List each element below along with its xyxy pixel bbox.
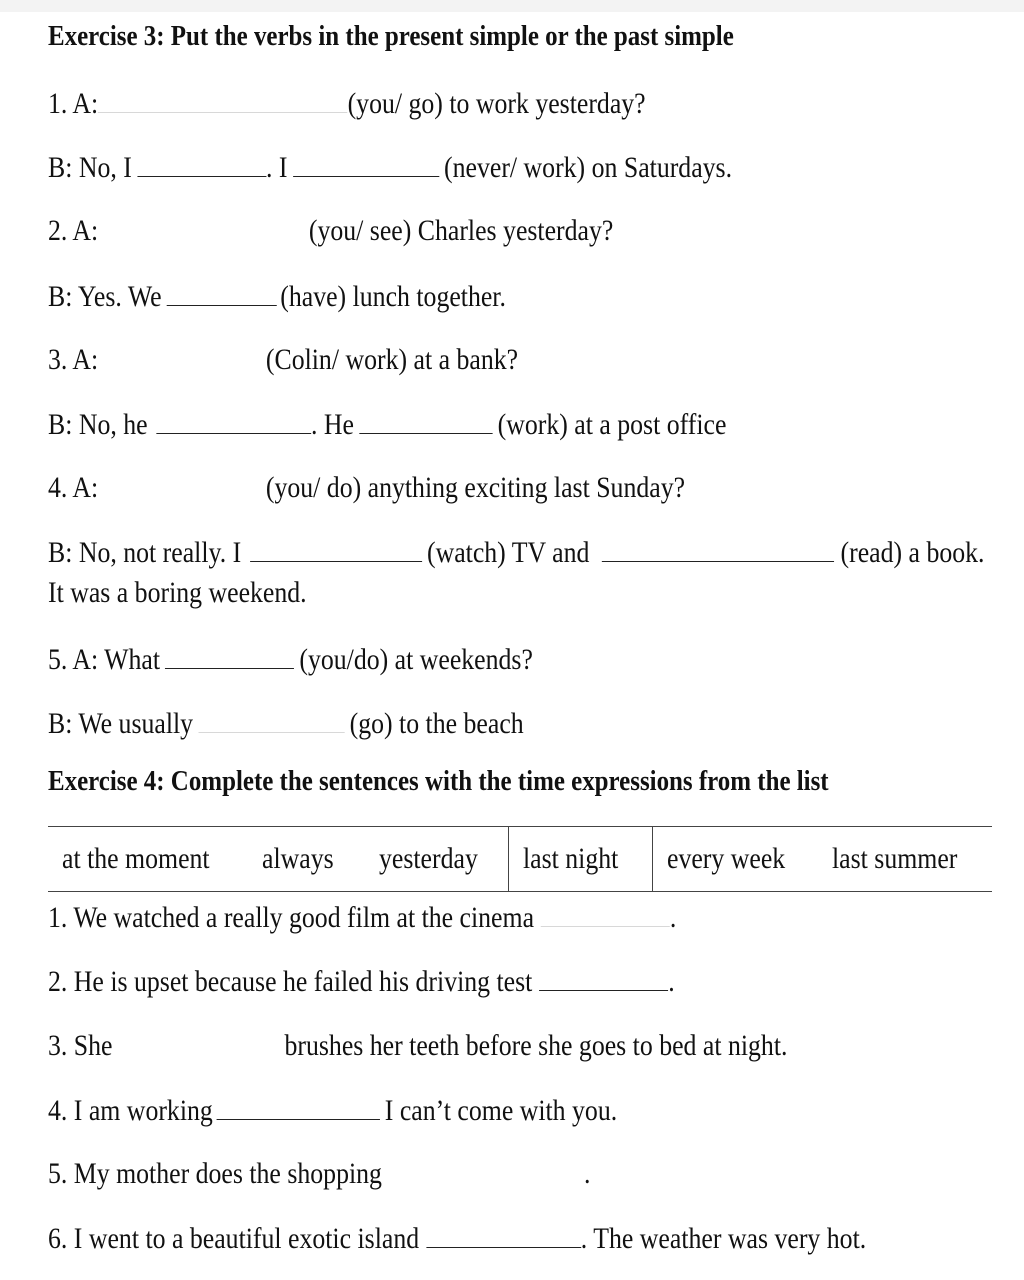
ex4-line-5 <box>48 1157 590 1189</box>
ex3-2b-text: (have) lunch together. <box>280 279 506 313</box>
ex4-5-end: . <box>584 1156 591 1190</box>
word-yesterday: yesterday <box>379 842 478 875</box>
time-expressions-list <box>48 826 992 892</box>
ex3-line-2a <box>48 214 613 246</box>
ex3-line-4b <box>48 535 984 568</box>
ex3-4b-mid: (watch) TV and <box>426 535 590 569</box>
ex3-3b-blank-2[interactable] <box>359 407 492 434</box>
ex3-2b-blank[interactable] <box>167 279 277 306</box>
ex3-4c-text: It was a boring weekend. <box>48 576 307 609</box>
word-last-summer: last summer <box>832 842 958 875</box>
ex3-2a-text: (you/ see) Charles yesterday? <box>308 213 614 247</box>
ex3-1b-blank-1[interactable] <box>137 150 266 177</box>
ex4-line-1 <box>48 900 676 933</box>
ex3-2a-blank[interactable] <box>98 214 309 240</box>
ex4-1-text: 1. We watched a really good film at the cinema <box>48 900 535 934</box>
ex4-3-blank[interactable] <box>113 1029 285 1055</box>
ex4-6-blank[interactable] <box>426 1221 581 1248</box>
ex3-2a-label: 2. A: <box>48 213 99 247</box>
ex3-4b-blank-1[interactable] <box>250 535 422 562</box>
word-last-night: last night <box>508 827 652 892</box>
ex3-3b-label: B: No, he <box>48 407 148 441</box>
word-at-the-moment: at the moment <box>62 842 210 875</box>
ex3-2b-label: B: Yes. We <box>48 279 162 313</box>
ex3-1b-blank-2[interactable] <box>293 150 439 177</box>
ex4-line-6 <box>48 1221 866 1254</box>
ex3-line-2b <box>48 279 506 312</box>
ex4-3-text: brushes her teeth before she goes to bed at night. <box>284 1028 788 1062</box>
ex4-3-label: 3. She <box>48 1028 113 1062</box>
ex3-5b-label: B: We usually <box>48 706 194 740</box>
ex3-1b-mid: . I <box>266 150 288 184</box>
ex4-5-blank[interactable] <box>382 1157 584 1183</box>
ex3-4a-text: (you/ do) anything exciting last Sunday? <box>265 470 686 504</box>
ex4-4-text: I can’t come with you. <box>384 1093 618 1127</box>
ex3-1b-label: B: No, I <box>48 150 132 184</box>
ex4-2-end: . <box>668 964 675 998</box>
exercise-3-title: Exercise 3: Put the verbs in the present simple or the past simple <box>48 20 734 52</box>
ex3-line-1a <box>48 86 646 119</box>
ex3-4a-blank[interactable] <box>98 471 266 497</box>
ex3-line-1b <box>48 150 732 183</box>
ex4-6-text: 6. I went to a beautiful exotic island <box>48 1221 420 1255</box>
ex3-3b-blank-1[interactable] <box>156 407 311 434</box>
ex3-3b-text: (work) at a post office <box>497 407 727 441</box>
ex3-3a-label: 3. A: <box>48 342 99 376</box>
ex3-1a-blank[interactable] <box>98 86 347 113</box>
ex3-5a-blank[interactable] <box>165 642 294 669</box>
ex4-line-3 <box>48 1029 787 1061</box>
ex4-5-text: 5. My mother does the shopping <box>48 1156 382 1190</box>
ex4-line-4 <box>48 1093 617 1126</box>
ex3-1a-text: (you/ go) to work yesterday? <box>347 86 646 120</box>
ex3-3b-mid: . He <box>311 407 354 441</box>
ex3-4b-text: (read) a book. <box>840 535 985 569</box>
ex4-4-label: 4. I am working <box>48 1093 213 1127</box>
ex3-5b-blank[interactable] <box>198 706 344 733</box>
ex3-4a-label: 4. A: <box>48 470 99 504</box>
ex4-2-text: 2. He is upset because he failed his driving test <box>48 964 533 998</box>
ex3-1a-label: 1. A: <box>48 86 99 120</box>
ex4-1-end: . <box>669 900 677 934</box>
ex3-5a-text: (you/do) at weekends? <box>299 642 533 676</box>
exercise-4-title: Exercise 4: Complete the sentences with the time expressions from the list <box>48 765 829 797</box>
ex4-4-blank[interactable] <box>216 1093 379 1120</box>
ex3-3a-text: (Colin/ work) at a bank? <box>265 342 519 376</box>
ex3-line-5b <box>48 706 524 739</box>
ex3-line-4c <box>48 578 307 608</box>
ex3-line-3b <box>48 407 726 440</box>
word-every-week: every week <box>652 827 818 892</box>
ex4-6-end: . The weather was very hot. <box>580 1221 867 1255</box>
ex3-4b-label: B: No, not really. I <box>48 535 242 569</box>
ex3-3a-blank[interactable] <box>98 343 266 369</box>
ex4-line-2 <box>48 964 675 997</box>
ex3-1b-text: (never/ work) on Saturdays. <box>444 150 733 184</box>
ex3-line-4a <box>48 471 685 503</box>
ex3-5a-label: 5. A: What <box>48 642 161 676</box>
word-always: always <box>261 842 334 875</box>
ex4-2-blank[interactable] <box>539 964 668 991</box>
ex4-1-blank[interactable] <box>541 900 670 927</box>
ex3-line-5a <box>48 642 533 675</box>
ex3-line-3a <box>48 343 518 375</box>
ex3-5b-text: (go) to the beach <box>349 706 524 740</box>
ex3-4b-blank-2[interactable] <box>601 535 833 562</box>
